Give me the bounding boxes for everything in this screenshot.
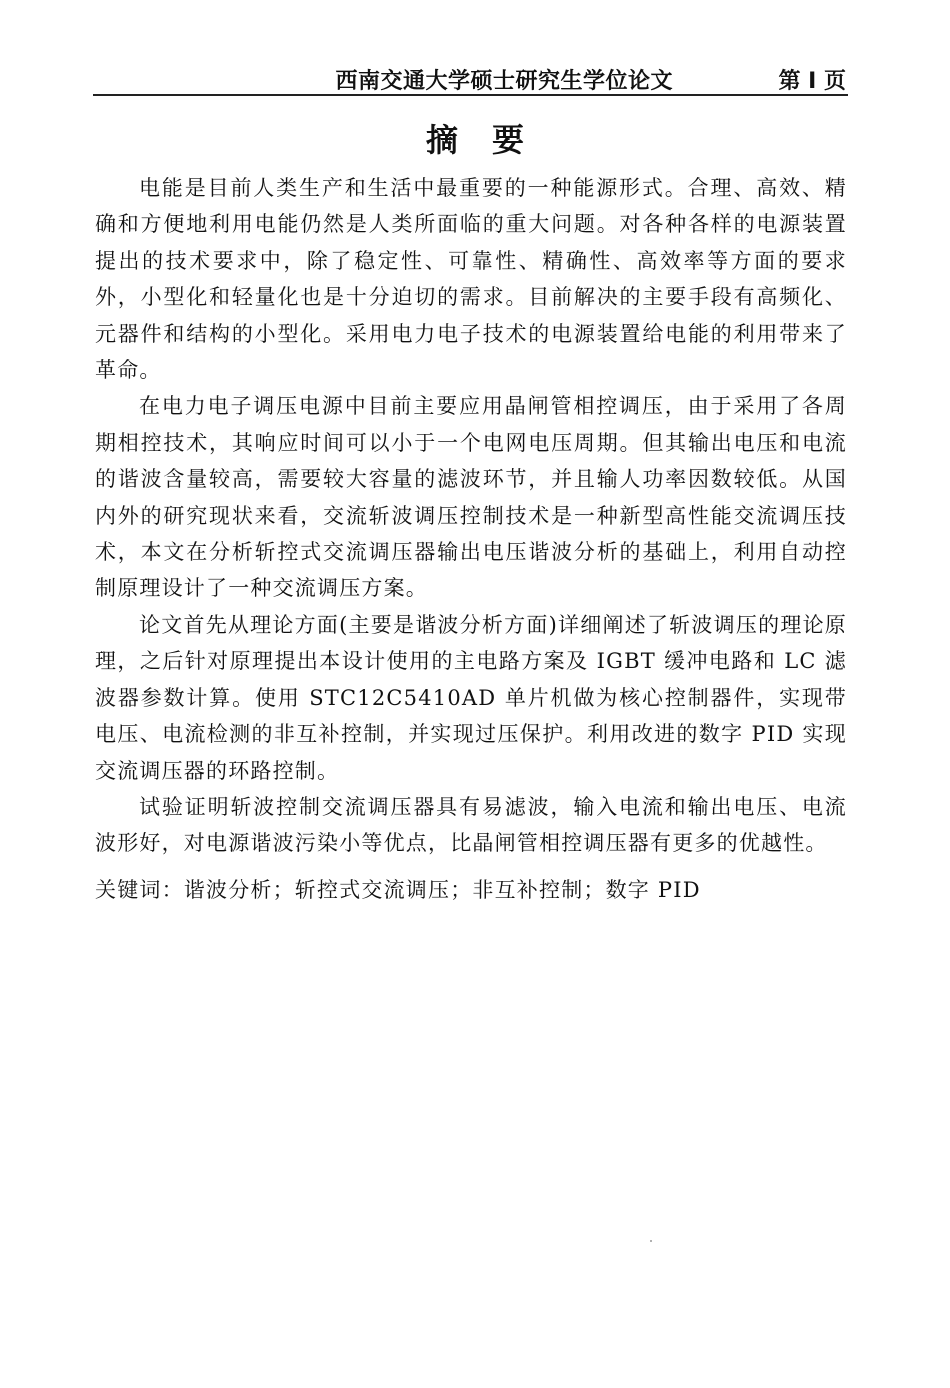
- scan-speck: [650, 1240, 652, 1242]
- abstract-paragraph-4: 试验证明斩波控制交流调压器具有易滤波，输入电流和输出电压、电流波形好，对电源谐波污染小等优点，比晶闸管相控调压器有更多的优越性。: [95, 794, 847, 856]
- abstract-paragraph-1: 电能是目前人类生产和生活中最重要的一种能源形式。合理、高效、精确和方便地利用电能仍然是人类所面临的重大问题。对各种各样的电源装置提出的技术要求中，除了稳定性、可靠性、精确性、高效率等方面的要求外，小型化和轻量化也是十分迫切的需求。目前解决的主要手段有高频化、元器件和结构的小型化。采用电力电子技术的电源装置给电能的利用带来了革命。: [95, 176, 847, 383]
- abstract-body: [95, 170, 847, 862]
- header-rule: [93, 94, 848, 96]
- running-header: [93, 62, 848, 94]
- page-number: 第 I 页: [778, 69, 846, 94]
- header-title: 西南交通大学硕士研究生学位论文: [335, 69, 673, 94]
- abstract-paragraph-2: 在电力电子调压电源中目前主要应用晶闸管相控调压，由于采用了各周期相控技术，其响应时间可以小于一个电网电压周期。但其输出电压和电流的谐波含量较高，需要较大容量的滤波环节，并且输人功率因数较低。从国内外的研究现状来看，交流斩波调压控制技术是一种新型高性能交流调压技术，本文在分析斩控式交流调压器输出电压谐波分析的基础上，利用自动控制原理设计了一种交流调压方案。: [95, 394, 847, 601]
- abstract-paragraph-3: 论文首先从理论方面(主要是谐波分析方面)详细阐述了斩波调压的理论原理，之后针对原理提出本设计使用的主电路方案及 IGBT 缓冲电路和 LC 滤波器参数计算。使用 STC12C5410AD 单片机做为核心控制器件，实现带电压、电流检测的非互补控制，并实现过压保护。利用改进的数字 PID 实现交流调压器的环路控制。: [95, 612, 847, 783]
- keywords: 关键词：谐波分析；斩控式交流调压；非互补控制；数字 PID: [95, 878, 701, 902]
- abstract-title: 摘要: [425, 121, 558, 159]
